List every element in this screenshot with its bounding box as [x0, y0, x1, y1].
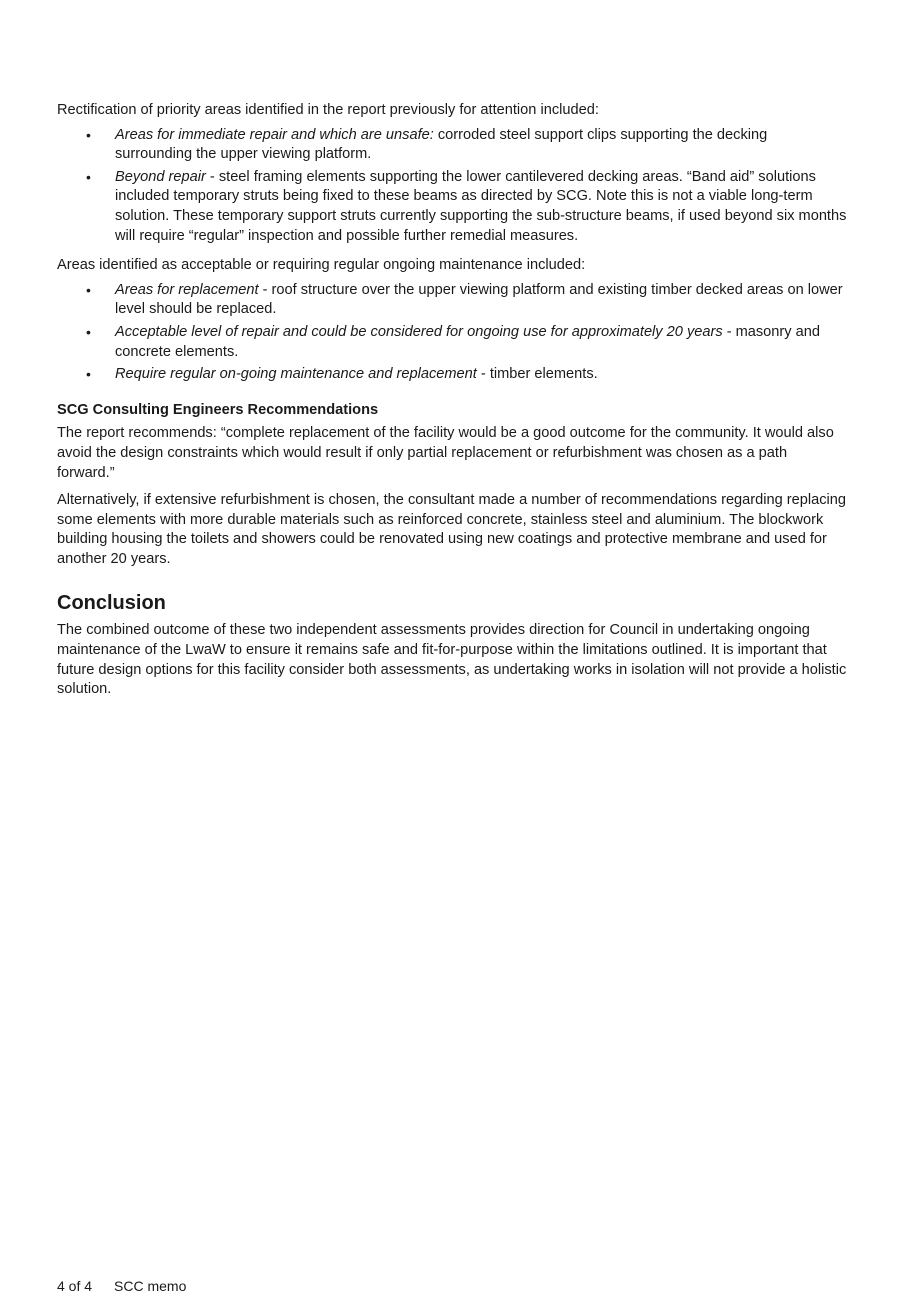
list-item-label: Areas for immediate repair and which are unsafe:	[115, 126, 434, 143]
document-page	[57, 101, 847, 708]
list-item-text: corroded steel support clips supporting the decking surrounding the upper viewing platform.	[115, 126, 768, 163]
list-item	[57, 365, 847, 385]
recommendations-paragraph-2: Alternatively, if extensive refurbishment is chosen, the consultant made a number of recommendations regarding replacing some elements with more durable materials such as reinforced concrete, stainless steel and aluminium. The blockwork building housing the toilets and showers could be renovated using new coatings and protective membrane and used for another 20 years.	[57, 492, 847, 567]
list-item-text: - roof structure over the upper viewing platform and existing timber decked areas on lower level should be replaced.	[115, 281, 843, 318]
bullet-icon: •	[86, 366, 91, 383]
list-item-text: - masonry and concrete elements.	[115, 323, 820, 360]
page-footer	[57, 1277, 186, 1295]
recommendations-paragraph-1: The report recommends: “complete replacement of the facility would be a good outcome for the community. It would also avoid the design constraints which would result if only partial replacement or refurbishment was chosen as a path forward.”	[57, 425, 834, 481]
rectification-list	[57, 126, 847, 247]
list-item-label: Acceptable level of repair and could be considered for ongoing use for approximately 20 years	[115, 323, 723, 340]
list-item-text: - steel framing elements supporting the lower cantilevered decking areas. “Band aid” solutions included temporary struts being fixed to these beams as directed by SCG. Note this is not a viable long-term solution. These temporary support struts currently supporting the sub-structure beams, if used beyond six months will require “regular” inspection and possible further remedial measures.	[115, 168, 847, 244]
list-item	[57, 281, 847, 320]
conclusion-heading: Conclusion	[57, 592, 166, 615]
rectification-intro: Rectification of priority areas identified in the report previously for attention included:	[57, 102, 599, 118]
bullet-icon: •	[86, 168, 91, 185]
list-item-text: - timber elements.	[476, 366, 598, 383]
list-item-label: Require regular on-going maintenance and replacement	[115, 366, 477, 383]
bullet-icon: •	[86, 126, 91, 143]
acceptable-intro: Areas identified as acceptable or requiring regular ongoing maintenance included:	[57, 257, 586, 274]
recommendations-heading: SCG Consulting Engineers Recommendations	[57, 401, 379, 418]
bullet-icon: •	[86, 281, 91, 298]
list-item	[57, 126, 847, 165]
conclusion-paragraph: The combined outcome of these two independent assessments provides direction for Council in undertaking ongoing maintenance of the LwaW to ensure it remains safe and fit-for-purpose within the limitations outlined. It is important that future design options for this facility consider both assessments, as undertaking works in isolation will not provide a holistic solution.	[57, 622, 847, 698]
list-item-label: Beyond repair	[115, 168, 206, 185]
bullet-icon: •	[86, 323, 91, 340]
page-number: 4 of 4	[57, 1278, 93, 1294]
document-name: SCC memo	[114, 1278, 187, 1294]
list-item-label: Areas for replacement	[115, 281, 259, 298]
acceptable-list	[57, 281, 847, 385]
list-item	[57, 168, 847, 246]
list-item	[57, 323, 847, 362]
